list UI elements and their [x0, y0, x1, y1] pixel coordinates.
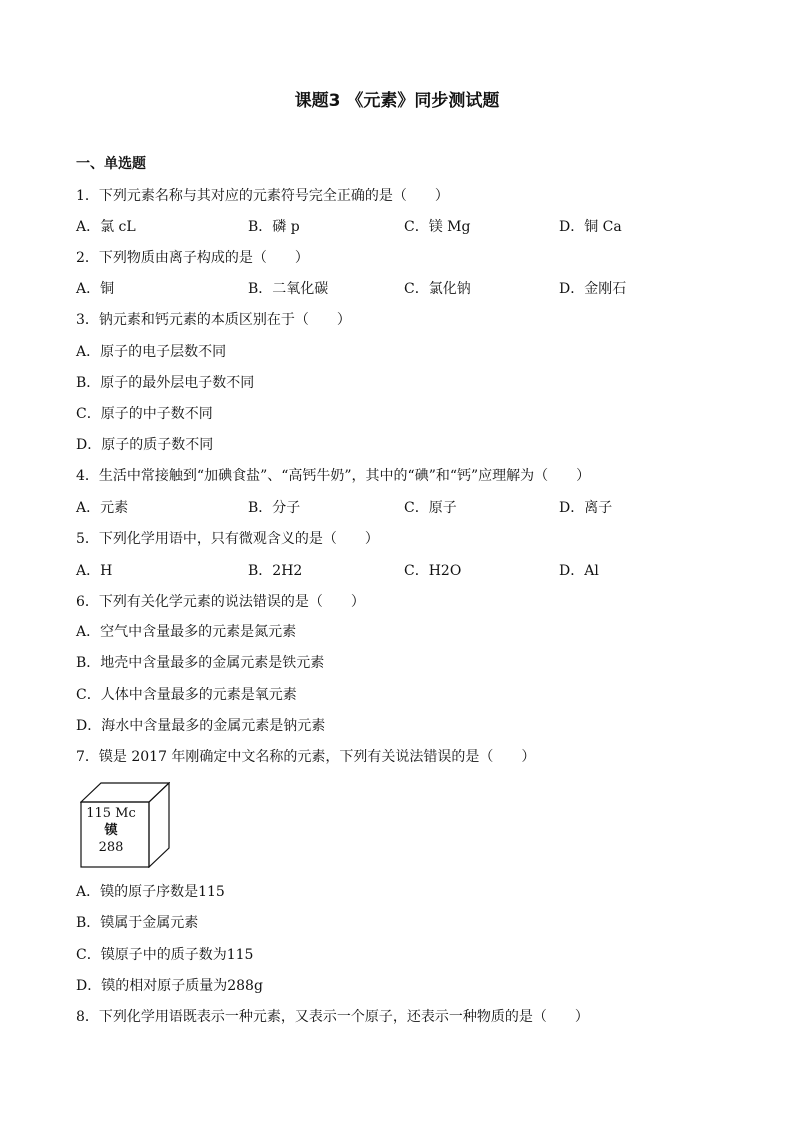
q5-option-a: A．H: [76, 563, 113, 579]
q6-option-a: A．空气中含量最多的元素是氮元素: [76, 624, 297, 640]
q1-option-c: C．镁 Mg: [404, 219, 471, 235]
q2-option-c: C．氯化钠: [404, 281, 471, 297]
element-mass: 288: [98, 840, 124, 855]
question-8-stem: 8．下列化学用语既表示一种元素，又表示一个原子，还表示一种物质的是（ ）: [76, 1009, 589, 1025]
q2-option-a: A．铜: [76, 281, 115, 297]
q3-option-c: C．原子的中子数不同: [76, 406, 213, 422]
q3-option-a: A．原子的电子层数不同: [76, 344, 227, 360]
element-number-symbol: 115 Mc: [86, 806, 136, 821]
page-title: 课题3 《元素》同步测试题: [294, 91, 500, 111]
q7-option-b: B．镆属于金属元素: [76, 915, 199, 931]
q2-option-b: B．二氧化碳: [248, 281, 329, 297]
question-4-stem: 4．生活中常接触到“加碘食盐”、“高钙牛奶”，其中的“碘”和“钙”应理解为（ ）: [76, 468, 591, 484]
question-5-stem: 5．下列化学用语中，只有微观含义的是（ ）: [76, 531, 379, 547]
q4-option-c: C．原子: [404, 500, 457, 516]
q7-option-d: D．镆的相对原子质量为288g: [76, 978, 263, 994]
q4-option-a: A．元素: [76, 500, 129, 516]
q2-option-d: D．金刚石: [559, 281, 627, 297]
question-6-stem: 6．下列有关化学元素的说法错误的是（ ）: [76, 594, 365, 610]
q5-option-d: D．Al: [559, 563, 599, 579]
q3-option-d: D．原子的质子数不同: [76, 437, 214, 453]
q4-option-d: D．离子: [559, 500, 613, 516]
q6-option-b: B．地壳中含量最多的金属元素是铁元素: [76, 655, 325, 671]
q6-option-c: C．人体中含量最多的元素是氧元素: [76, 687, 297, 703]
question-1-stem: 1．下列元素名称与其对应的元素符号完全正确的是（ ）: [76, 188, 449, 204]
element-cube-label: [80, 805, 142, 856]
q3-option-b: B．原子的最外层电子数不同: [76, 375, 255, 391]
q7-option-c: C．镆原子中的质子数为115: [76, 947, 254, 963]
question-2-stem: 2．下列物质由离子构成的是（ ）: [76, 250, 309, 266]
q7-option-a: A．镆的原子序数是115: [76, 884, 225, 900]
q6-option-d: D．海水中含量最多的金属元素是钠元素: [76, 718, 326, 734]
q4-option-b: B．分子: [248, 500, 301, 516]
question-7-stem: 7．镆是 2017 年刚确定中文名称的元素，下列有关说法错误的是（ ）: [76, 749, 536, 765]
question-3-stem: 3．钠元素和钙元素的本质区别在于（ ）: [76, 312, 351, 328]
q1-option-d: D．铜 Ca: [559, 219, 622, 235]
element-name: 镆: [104, 823, 118, 838]
q1-option-a: A．氯 cL: [76, 219, 136, 235]
q1-option-b: B．磷 p: [248, 219, 300, 235]
q5-option-c: C．H2O: [404, 563, 462, 579]
section-heading: 一、单选题: [76, 156, 146, 172]
q5-option-b: B．2H2: [248, 563, 303, 579]
